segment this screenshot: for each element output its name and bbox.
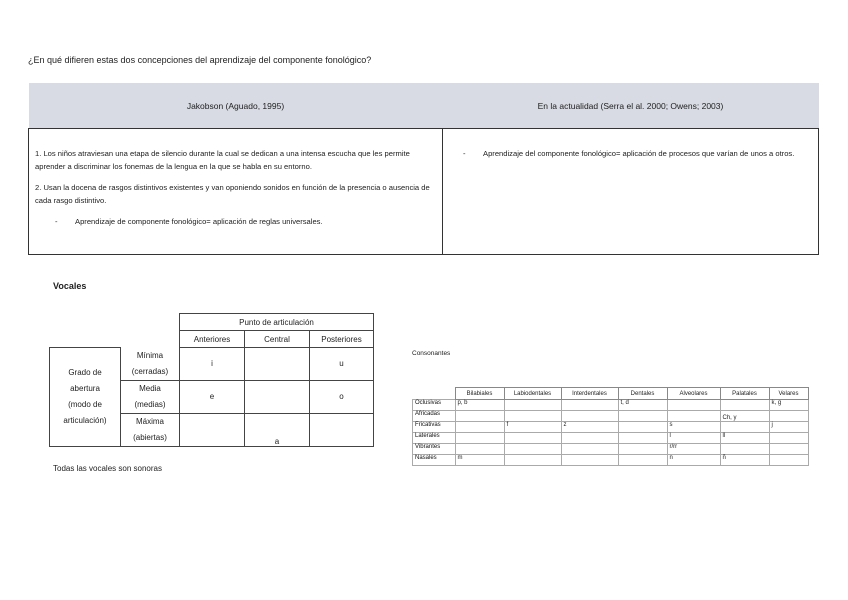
cons-row-label: Fricativas: [413, 422, 456, 433]
col-anteriores: Anteriores: [180, 331, 245, 348]
cons-cell: [720, 444, 769, 455]
row-minima-l1: Mínima: [121, 348, 180, 364]
cons-cell: ñ: [720, 455, 769, 466]
cons-header-interdentales: Interdentales: [561, 388, 618, 400]
cons-cell: [618, 455, 667, 466]
cons-cell: n: [667, 455, 720, 466]
cons-cell: [769, 411, 808, 422]
table-row: [413, 433, 809, 444]
actualidad-bullet-text: Aprendizaje del componente fonológico= aplicación de procesos que varían de unos a otros.: [483, 149, 795, 158]
cons-cell: [455, 433, 504, 444]
table-row: [413, 422, 809, 433]
row-media-l1: Media: [121, 380, 180, 397]
cons-cell: [455, 422, 504, 433]
cons-cell: [769, 444, 808, 455]
cons-row-label: Vibrantes: [413, 444, 456, 455]
table-row: [413, 444, 809, 455]
cons-cell: [769, 433, 808, 444]
jakobson-cell: [29, 129, 443, 255]
cons-cell: z: [561, 422, 618, 433]
cons-header-alveolares: Alveolares: [667, 388, 720, 400]
cons-cell: m: [455, 455, 504, 466]
cons-cell: [561, 411, 618, 422]
vowels-note: Todas las vocales son sonoras: [53, 464, 162, 473]
cons-cell: [504, 455, 561, 466]
actualidad-cell: [443, 129, 819, 255]
jakobson-point-2: 2. Usan la docena de rasgos distintivos existentes y van oponiendo sonidos en función de la presencia o ausencia de cada rasgo distintivo.: [35, 183, 430, 205]
cons-row-label: Laterales: [413, 433, 456, 444]
vowel-med-central: [245, 380, 310, 413]
jakobson-bullet-text: Aprendizaje de componente fonológico= aplicación de reglas universales.: [75, 217, 323, 226]
vowels-title: Vocales: [53, 281, 87, 291]
grado-line-3: (modo de: [68, 399, 102, 409]
question-heading: ¿En qué difieren estas dos concepciones del aprendizaje del componente fonológico?: [28, 55, 372, 65]
col-posteriores: Posteriores: [310, 331, 374, 348]
cons-row-label: Nasales: [413, 455, 456, 466]
consonant-rows: [413, 400, 809, 466]
cons-cell: [618, 411, 667, 422]
cons-cell: ll: [720, 433, 769, 444]
header-jakobson: Jakobson (Aguado, 1995): [29, 83, 443, 129]
cons-cell: k, g: [769, 400, 808, 411]
cons-cell: [561, 455, 618, 466]
cons-cell: [504, 444, 561, 455]
grado-line-1: Grado de: [68, 367, 102, 377]
cons-cell: s: [667, 422, 720, 433]
cons-cell: t, d: [618, 400, 667, 411]
vowel-table: [49, 313, 374, 447]
table-row: [413, 400, 809, 411]
row-maxima-l1: Máxima: [121, 413, 180, 430]
consonant-table: [412, 387, 809, 466]
cons-row-label: Oclusivas: [413, 400, 456, 411]
row-maxima-l2: (abiertas): [121, 430, 180, 447]
jakobson-point-1: 1. Los niños atraviesan una etapa de silencio durante la cual se dedican a una intensa escucha que les permite aprender a discriminar los fonemas de la lengua en la que se habla en su entorno.: [35, 149, 410, 171]
vowel-i: i: [180, 348, 245, 381]
cons-cell: [769, 455, 808, 466]
vowel-a: a: [245, 413, 310, 446]
cons-cell: f: [504, 422, 561, 433]
cons-cell: [618, 433, 667, 444]
vowel-u: u: [310, 348, 374, 381]
grado-abertura-label: [50, 348, 121, 447]
cons-cell: [561, 400, 618, 411]
vowel-max-ant: [180, 413, 245, 446]
cons-header-labiodentales: Labiodentales: [504, 388, 561, 400]
punto-articulacion-header: Punto de articulación: [180, 314, 374, 331]
header-actualidad: En la actualidad (Serra el al. 2000; Owens; 2003): [443, 83, 819, 129]
cons-cell: p, b: [455, 400, 504, 411]
vowel-max-pos: [310, 413, 374, 446]
cons-cell: [618, 422, 667, 433]
row-minima-l2: (cerradas): [121, 364, 180, 381]
dash: -: [463, 149, 466, 158]
cons-cell: [618, 444, 667, 455]
grado-line-4: articulación): [63, 415, 107, 425]
cons-cell: j: [769, 422, 808, 433]
cons-cell: l: [667, 433, 720, 444]
vowel-e: e: [180, 380, 245, 413]
dash: -: [55, 217, 58, 226]
cons-row-label: Africadas: [413, 411, 456, 422]
table-row: [413, 411, 809, 422]
actualidad-bullet: [463, 147, 812, 160]
grado-line-2: abertura: [70, 383, 100, 393]
cons-cell: [561, 433, 618, 444]
cons-cell: [504, 433, 561, 444]
cons-cell: [720, 400, 769, 411]
vowel-o: o: [310, 380, 374, 413]
cons-cell: [667, 400, 720, 411]
cons-cell: [504, 400, 561, 411]
cons-cell: [455, 444, 504, 455]
cons-header-dentales: Dentales: [618, 388, 667, 400]
table-row: [413, 455, 809, 466]
cons-cell: [455, 411, 504, 422]
row-media-l2: (medias): [121, 397, 180, 414]
cons-header-blank: [413, 388, 456, 400]
comparison-table: [28, 83, 819, 255]
vowel-min-central: [245, 348, 310, 381]
cons-cell: [720, 422, 769, 433]
cons-cell: [561, 444, 618, 455]
cons-cell: [667, 411, 720, 422]
cons-header-velares: Velares: [769, 388, 808, 400]
jakobson-bullet: [55, 215, 436, 228]
cons-header-palatales: Palatales: [720, 388, 769, 400]
col-central: Central: [245, 331, 310, 348]
cons-cell: [504, 411, 561, 422]
cons-header-bilabiales: Bilabiales: [455, 388, 504, 400]
consonants-title: Consonantes: [412, 350, 451, 357]
cons-cell: r/rr: [667, 444, 720, 455]
cons-cell: Ch, y: [720, 411, 769, 422]
